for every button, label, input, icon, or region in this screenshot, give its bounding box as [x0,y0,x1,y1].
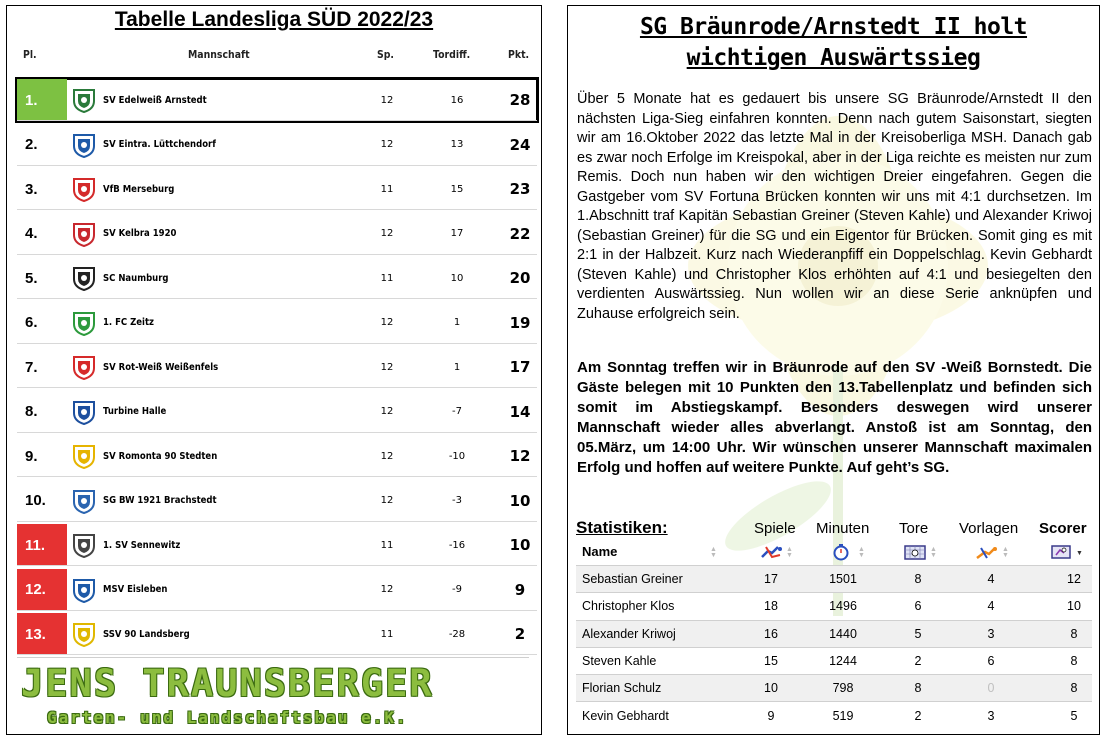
stats-row [576,592,1092,619]
rank-cell: 8. [25,403,38,420]
stat-value: 17 [764,572,778,587]
table-row [17,569,537,611]
table-row [17,168,537,210]
table-row [17,435,537,477]
sennewitz-crest-icon [71,532,97,558]
points: 2 [514,625,526,643]
points: 9 [514,580,526,599]
games-played: 11 [380,539,394,551]
fc-zeitz-crest-icon [71,310,97,336]
games-played: 11 [380,272,394,284]
headline-line-2: wichtigen Auswärtssieg [686,45,981,71]
stats-row [576,647,1092,674]
romonta-crest-icon [71,443,97,469]
rank-cell: 13. [17,613,67,655]
naumburg-shield-icon [71,265,97,291]
kelbra-crest-icon [71,221,97,247]
goal-difference: 1 [453,361,461,373]
goal-difference: -9 [452,584,462,595]
stats-name-header[interactable]: Name [582,544,618,559]
row-divider [17,165,537,166]
stat-value: 798 [832,681,854,696]
col-head-goal-diff: Tordiff. [433,48,471,61]
stat-value: 1496 [829,599,857,614]
points: 28 [509,91,531,109]
headline-line-1: SG Bräunrode/Arnstedt II holt [639,14,1028,40]
team-name[interactable]: 1. FC Zeitz [103,317,154,328]
games-played: 12 [380,495,394,506]
stat-value: 1501 [829,572,857,587]
brachstedt-shield-icon [71,488,97,514]
article-headline [568,12,1099,74]
sort-name-icon[interactable]: ▲ ▼ [710,546,717,559]
match-preview: Am Sonntag treffen wir in Bräunrode auf den SV -Weiß Bornstedt. Die Gäste belegen mit 10 Punkten den 13.Tabellenplatz und befinden sich somit im Abstiegskampf. Besonders deswegen wird unserer Mannschaft wieder alles abverlangt. Anstoß ist am Sonntag, den 05.März, um 14:00 Uhr. Wir wünschen unserer Mannschaft maximalen Erfolg und hoffen auf weitere Punkte. Auf geht’s SG. [577,359,1092,476]
stat-value: 8 [1070,626,1078,641]
rank-cell: 5. [25,269,38,287]
row-divider [17,209,537,210]
row-divider [17,521,537,522]
stat-value: 16 [764,626,778,641]
games-played: 12 [380,228,394,239]
edelweiss-crest-icon [71,87,97,113]
stat-value: 6 [987,654,995,669]
player-name: Steven Kahle [582,654,657,669]
sponsor-subtitle: Garten- und Landschaftsbau e.K. [47,708,408,727]
goal-difference: -28 [448,628,466,640]
league-table-panel [6,5,542,735]
stat-value: 1244 [829,654,857,669]
points: 17 [509,358,531,376]
col-head-games: Sp. [377,48,394,61]
stats-table [576,565,1092,729]
stat-value: 8 [1070,681,1078,696]
points: 12 [509,447,531,465]
stat-value: 12 [1067,572,1081,587]
stats-col-games: Spiele [754,520,796,537]
table-row [17,213,537,255]
table-row [17,124,537,166]
landsberg-shield-icon [71,621,97,647]
goal-difference: 10 [450,272,464,284]
rank-cell: 10. [25,492,46,509]
rank-cell: 6. [25,314,38,331]
article-panel [567,5,1100,735]
stat-value: 2 [914,654,922,669]
team-name[interactable]: 1. SV Sennewitz [103,539,181,551]
row-divider [17,610,537,611]
table-row [17,346,537,388]
stat-value: 3 [987,708,995,723]
goal-difference: 13 [450,139,464,150]
table-row [17,524,537,566]
table-row [17,613,537,655]
rank-cell: 12. [17,569,67,611]
goal-net-icon[interactable] [903,543,929,561]
games-played: 12 [380,94,394,106]
table-row [17,391,537,433]
points: 22 [509,224,531,243]
team-name[interactable]: MSV Eisleben [103,584,168,595]
points: 19 [509,313,531,332]
games-played: 12 [380,139,394,150]
vfb-shield-icon [71,176,97,202]
row-divider [17,387,537,388]
stat-value: 18 [764,599,778,614]
games-played: 11 [380,628,394,640]
team-name[interactable]: SV Rot-Weiß Weißenfels [103,361,219,373]
stat-value: 8 [914,572,922,587]
goal-difference: -16 [448,539,466,551]
row-divider [17,298,537,299]
stat-value: 8 [914,681,922,696]
msv-crest-icon [71,577,97,603]
turbine-crest-icon [71,399,97,425]
team-name[interactable]: SV Edelweiß Arnstedt [103,94,207,106]
sort-games-icon[interactable]: ▲ ▼ [786,546,793,559]
weissenfels-shield-icon [71,354,97,380]
row-divider [17,120,537,121]
col-head-points: Pkt. [508,48,530,61]
games-played: 12 [380,406,394,417]
stats-row [576,701,1092,728]
points: 20 [509,269,531,287]
team-name[interactable]: VfB Merseburg [103,183,175,195]
games-played: 12 [380,450,394,462]
rank-cell: 9. [25,447,38,465]
sort-assists-icon[interactable]: ▲ ▼ [1002,546,1009,559]
stat-value: 8 [1070,654,1078,669]
goal-difference: 17 [450,228,464,239]
stat-value: 5 [914,626,922,641]
player-kick-icon[interactable] [758,543,784,561]
team-name[interactable]: SSV 90 Landsberg [103,628,190,640]
col-head-rank: Pl. [23,48,37,61]
stat-value: 5 [1070,708,1078,723]
goal-difference: -10 [448,450,466,462]
stopwatch-icon[interactable] [830,543,856,561]
rank-cell: 11. [17,524,67,566]
games-played: 11 [380,183,394,195]
stat-value: 6 [914,599,922,614]
team-name[interactable]: SC Naumburg [103,272,169,284]
stats-title: Statistiken: [576,518,668,537]
rank-cell: 4. [25,225,38,242]
sponsor-name: JENS TRAUNSBERGER [21,662,434,705]
assist-kick-icon[interactable] [973,543,999,561]
rank-cell: 3. [25,180,38,198]
stats-col-goals: Tore [899,520,929,537]
stat-value: 10 [1067,599,1081,614]
row-divider [17,254,537,255]
stat-value: 10 [764,681,778,696]
goal-difference: -7 [452,406,462,417]
sort-goals-icon[interactable]: ▲ ▼ [930,546,937,559]
table-row [17,79,537,121]
player-name: Sebastian Greiner [582,572,683,587]
stats-row [576,565,1092,592]
points: 23 [509,180,531,198]
stat-value: 0 [987,681,995,696]
stats-col-assists: Vorlagen [959,520,1019,537]
stat-value: 4 [987,572,995,587]
games-played: 12 [380,584,394,595]
team-name[interactable]: SV Kelbra 1920 [103,228,177,239]
team-name[interactable]: SV Romonta 90 Stedten [103,450,218,462]
row-divider [17,654,537,655]
row-divider [17,565,537,566]
points: 24 [509,135,531,154]
goal-difference: 16 [450,94,464,106]
games-played: 12 [380,317,394,328]
rank-cell: 7. [25,358,38,376]
col-head-team: Mannschaft [188,48,250,61]
points: 14 [509,402,531,421]
row-divider [17,476,537,477]
stats-col-minutes: Minuten [816,520,870,537]
rank-cell: 1. [17,79,67,121]
stats-row [576,620,1092,647]
row-divider [17,432,537,433]
points: 10 [509,536,531,554]
row-divider [17,343,537,344]
stat-value: 9 [767,708,775,723]
stat-value: 519 [832,708,854,723]
stat-value: 4 [987,599,995,614]
goal-difference: 1 [453,317,461,328]
sort-scorer-icon[interactable]: ▼ [1076,550,1083,557]
team-name[interactable]: SV Eintra. Lüttchendorf [103,139,216,150]
table-title: Tabelle Landesliga SÜD 2022/23 [114,8,434,31]
goal-difference: -3 [452,495,462,506]
player-name: Kevin Gebhardt [582,708,669,723]
stat-value: 3 [987,626,995,641]
lion-shield-icon [71,132,97,158]
sponsor-banner [17,657,529,731]
stats-row [576,674,1092,701]
table-row [17,480,537,522]
points: 10 [509,491,531,510]
stats-col-scorer: Scorer [1039,520,1087,537]
player-name: Christopher Klos [582,599,675,614]
goal-difference: 15 [450,183,464,195]
games-played: 12 [380,361,394,373]
table-row [17,302,537,344]
player-name: Florian Schulz [582,681,662,696]
team-name[interactable]: SG BW 1921 Brachstedt [103,495,217,506]
table-row [17,257,537,299]
scorer-icon[interactable] [1050,543,1076,561]
rank-cell: 2. [25,136,38,153]
article-body: Über 5 Monate hat es gedauert bis unsere SG Bräunrode/Arnstedt II den nächsten Liga-Sieg einfahren konnten. Denn nach gutem Saisonstart, siegten wir am 16.Oktober 2022 das letzte Mal in der Kreisoberliga MSH. Danach gab es zwar noch Erfolge im Kreispokal, aber in der Liga reichte es meisten nur zum Remis. Doch nun haben wir den wichtigen Dreier eingefahren. Gegen die Gastgeber vom SV Fortuna Brücken konnten wir uns mit 4:1 durchsetzen. Im 1.Abschnitt traf Kapitän Sebastian Greiner (Steven Kahle) und Alexander Kriwoj (Sebastian Greiner) für die SG und ein Eigentor für Brücken. Somit ging es mit 2:1 in der Halbzeit. Kurz nach Wiederanpfiff ein Doppelschlag. Kevin Gebhardt (Steven Kahle) und Christopher Klos erhöhten auf 4:1 und besiegelten den verdienten Auswärtssieg. Nun wollen wir an diese Serie anknüpfen und Zuhause erfolgreich sein. [577,91,1092,322]
team-name[interactable]: Turbine Halle [103,406,167,417]
stat-value: 2 [914,708,922,723]
sort-minutes-icon[interactable]: ▲ ▼ [858,546,865,559]
stat-value: 1440 [829,626,857,641]
player-name: Alexander Kriwoj [582,626,676,641]
stat-value: 15 [764,654,778,669]
